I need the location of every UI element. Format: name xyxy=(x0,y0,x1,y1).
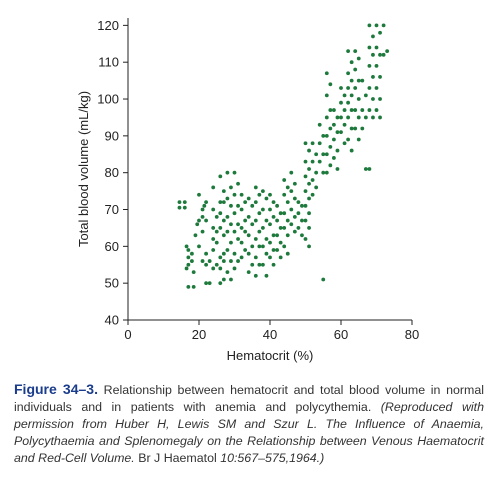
data-point xyxy=(307,197,311,201)
data-point xyxy=(314,152,318,156)
data-point xyxy=(328,145,332,149)
data-point xyxy=(325,71,329,75)
data-point xyxy=(186,248,190,252)
data-point xyxy=(318,123,322,127)
data-point xyxy=(226,270,230,274)
data-point xyxy=(286,233,290,237)
data-point xyxy=(261,189,265,193)
data-point xyxy=(304,160,308,164)
data-point xyxy=(328,127,332,131)
data-point xyxy=(240,241,244,245)
data-point xyxy=(346,138,350,142)
data-point xyxy=(311,193,315,197)
data-point xyxy=(218,267,222,271)
data-point xyxy=(261,244,265,248)
data-point xyxy=(353,68,357,72)
data-point xyxy=(186,255,190,259)
data-point xyxy=(222,252,226,256)
data-point xyxy=(229,241,233,245)
data-point xyxy=(350,108,354,112)
data-point xyxy=(289,189,293,193)
data-point xyxy=(247,233,251,237)
data-point xyxy=(307,211,311,215)
data-point xyxy=(282,193,286,197)
data-point xyxy=(282,178,286,182)
data-point xyxy=(265,237,269,241)
data-point xyxy=(197,193,201,197)
data-point xyxy=(204,263,208,267)
data-point xyxy=(293,182,297,186)
data-point xyxy=(201,215,205,219)
data-point xyxy=(314,186,318,190)
data-point xyxy=(350,127,354,131)
data-point xyxy=(286,186,290,190)
data-point xyxy=(279,211,283,215)
figure-caption xyxy=(14,381,484,467)
data-point xyxy=(272,248,276,252)
data-point xyxy=(254,219,258,223)
data-point xyxy=(368,23,372,27)
data-point xyxy=(350,93,354,97)
data-point xyxy=(275,233,279,237)
data-point xyxy=(311,160,315,164)
data-point xyxy=(272,263,276,267)
data-point xyxy=(257,244,261,248)
data-point xyxy=(353,127,357,131)
y-axis-title: Total blood volume (mL/kg) xyxy=(76,90,91,248)
data-point xyxy=(279,241,283,245)
data-point xyxy=(297,200,301,204)
data-point xyxy=(208,259,212,263)
data-point xyxy=(282,211,286,215)
data-point xyxy=(368,46,372,50)
data-point xyxy=(226,230,230,234)
y-tick-label: 110 xyxy=(98,54,119,70)
plot-area xyxy=(178,23,389,288)
data-point xyxy=(233,267,237,271)
data-point xyxy=(307,149,311,153)
data-point xyxy=(240,193,244,197)
data-point xyxy=(304,204,308,208)
data-point xyxy=(240,226,244,230)
data-point xyxy=(307,244,311,248)
data-point xyxy=(247,215,251,219)
data-point xyxy=(275,248,279,252)
data-point xyxy=(293,197,297,201)
data-point xyxy=(304,237,308,241)
data-point xyxy=(332,138,336,142)
data-point xyxy=(233,193,237,197)
data-point xyxy=(226,197,230,201)
data-point xyxy=(368,108,372,112)
data-point xyxy=(382,53,386,57)
data-point xyxy=(346,86,350,90)
data-point xyxy=(360,79,364,83)
figure-label: Figure 34–3. xyxy=(14,381,98,397)
x-tick-label: 0 xyxy=(124,327,132,342)
data-point xyxy=(339,86,343,90)
data-point xyxy=(226,171,230,175)
data-point xyxy=(346,71,350,75)
data-point xyxy=(192,285,196,289)
data-point xyxy=(353,86,357,90)
y-tick-label: 60 xyxy=(104,238,119,254)
data-point xyxy=(185,267,189,271)
data-point xyxy=(204,281,208,285)
data-point xyxy=(261,226,265,230)
data-point xyxy=(250,263,254,267)
data-point xyxy=(272,200,276,204)
data-point xyxy=(222,259,226,263)
data-point xyxy=(375,64,379,68)
data-point xyxy=(297,226,301,230)
data-point xyxy=(197,219,201,223)
data-point xyxy=(254,274,258,278)
data-point xyxy=(346,101,350,105)
data-point xyxy=(307,167,311,171)
data-point xyxy=(254,186,258,190)
data-point xyxy=(353,108,357,112)
data-point xyxy=(368,64,372,68)
data-point xyxy=(328,82,332,86)
data-point xyxy=(215,263,219,267)
data-point xyxy=(190,252,194,256)
data-point xyxy=(195,222,199,226)
data-point xyxy=(243,248,247,252)
data-point xyxy=(222,189,226,193)
data-point xyxy=(332,156,336,160)
data-point xyxy=(247,197,251,201)
data-point xyxy=(325,93,329,97)
data-point xyxy=(336,149,340,153)
data-point xyxy=(378,116,382,120)
data-point xyxy=(197,244,201,248)
x-tick-label: 80 xyxy=(404,327,420,342)
data-point xyxy=(268,241,272,245)
data-point xyxy=(318,160,322,164)
y-tick-label: 70 xyxy=(104,202,119,218)
data-point xyxy=(304,219,308,223)
data-point xyxy=(257,263,261,267)
data-point xyxy=(364,93,368,97)
data-point xyxy=(236,204,240,208)
data-point xyxy=(289,171,293,175)
y-tick-label: 100 xyxy=(97,91,119,107)
data-point xyxy=(364,167,368,171)
data-point xyxy=(183,200,187,204)
data-point xyxy=(265,197,269,201)
data-point xyxy=(204,200,208,204)
data-point xyxy=(314,171,318,175)
data-point xyxy=(268,222,272,226)
caption-reference: (Reproduced with permission from Huber H, Lewis SM and Szur L. The Influence of Anaemia, Polycythaemia and Splenomegaly on the Relationship between Venous Haematocrit and Red-Cell Volume. xyxy=(14,400,484,465)
data-point xyxy=(350,149,354,153)
data-point xyxy=(304,174,308,178)
data-point xyxy=(339,116,343,120)
data-point xyxy=(328,163,332,167)
data-point xyxy=(375,108,379,112)
data-point xyxy=(375,46,379,50)
data-point xyxy=(236,222,240,226)
data-point xyxy=(325,152,329,156)
caption-reference-volume: 10:567–575,1964.) xyxy=(220,451,325,465)
data-point xyxy=(257,230,261,234)
x-tick-label: 20 xyxy=(191,327,207,342)
data-point xyxy=(222,219,226,223)
data-point xyxy=(300,204,304,208)
data-point xyxy=(178,206,182,210)
data-point xyxy=(257,193,261,197)
data-point xyxy=(185,244,189,248)
data-point xyxy=(343,93,347,97)
data-point xyxy=(343,141,347,145)
data-point xyxy=(286,200,290,204)
data-point xyxy=(218,255,222,259)
data-point xyxy=(350,60,354,64)
data-point xyxy=(357,116,361,120)
data-point xyxy=(307,182,311,186)
data-point xyxy=(202,204,206,208)
data-point xyxy=(286,252,290,256)
data-point xyxy=(194,233,198,237)
data-point xyxy=(300,233,304,237)
data-point xyxy=(222,200,226,204)
data-point xyxy=(201,259,205,263)
data-point xyxy=(204,252,208,256)
data-point xyxy=(275,219,279,223)
data-point xyxy=(378,31,382,35)
data-point xyxy=(332,123,336,127)
data-point xyxy=(250,222,254,226)
data-point xyxy=(375,23,379,27)
data-point xyxy=(321,171,325,175)
data-point xyxy=(261,263,265,267)
data-point xyxy=(236,182,240,186)
x-tick-label: 40 xyxy=(262,327,278,342)
data-point xyxy=(233,252,237,256)
data-point xyxy=(318,141,322,145)
y-tick-label: 90 xyxy=(104,128,119,144)
data-point xyxy=(226,215,230,219)
data-point xyxy=(282,244,286,248)
data-point xyxy=(218,226,222,230)
data-point xyxy=(328,108,332,112)
data-point xyxy=(282,226,286,230)
data-point xyxy=(311,141,315,145)
data-point xyxy=(218,211,222,215)
data-point xyxy=(211,267,215,271)
data-point xyxy=(371,75,375,79)
x-axis-title: Hematocrit (%) xyxy=(226,348,314,363)
data-point xyxy=(247,252,251,256)
data-point xyxy=(229,204,233,208)
data-point xyxy=(218,281,222,285)
data-point xyxy=(215,241,219,245)
data-point xyxy=(243,219,247,223)
data-point xyxy=(218,200,222,204)
data-point xyxy=(201,208,205,212)
data-point xyxy=(371,35,375,39)
data-point xyxy=(346,116,350,120)
data-point xyxy=(229,259,233,263)
data-point xyxy=(368,86,372,90)
data-point xyxy=(375,86,379,90)
data-point xyxy=(293,215,297,219)
data-point xyxy=(261,208,265,212)
data-point xyxy=(236,237,240,241)
data-point xyxy=(378,75,382,79)
data-point xyxy=(192,270,196,274)
data-point xyxy=(346,49,350,53)
data-point xyxy=(357,79,361,83)
data-point xyxy=(211,226,215,230)
data-point xyxy=(350,79,354,83)
data-point xyxy=(321,152,325,156)
data-point xyxy=(229,186,233,190)
data-point xyxy=(229,222,233,226)
data-point xyxy=(357,97,361,101)
data-point xyxy=(304,189,308,193)
data-point xyxy=(293,230,297,234)
data-point xyxy=(289,222,293,226)
data-point xyxy=(265,252,269,256)
data-point xyxy=(307,226,311,230)
y-tick-label: 50 xyxy=(104,275,119,291)
data-point xyxy=(321,134,325,138)
data-point xyxy=(268,193,272,197)
data-point xyxy=(368,167,372,171)
data-point xyxy=(268,255,272,259)
data-point xyxy=(222,233,226,237)
data-point xyxy=(336,167,340,171)
data-point xyxy=(226,248,230,252)
data-point xyxy=(364,116,368,120)
data-point xyxy=(268,208,272,212)
data-point xyxy=(201,230,205,234)
data-point xyxy=(353,49,357,53)
data-point xyxy=(208,281,212,285)
data-point xyxy=(211,248,215,252)
data-point xyxy=(229,278,233,282)
data-point xyxy=(332,108,336,112)
data-point xyxy=(233,211,237,215)
data-point xyxy=(254,255,258,259)
data-point xyxy=(178,200,182,204)
data-point xyxy=(257,211,261,215)
data-point xyxy=(186,285,190,289)
data-point xyxy=(222,278,226,282)
data-point xyxy=(286,219,290,223)
data-point xyxy=(304,141,308,145)
data-point xyxy=(325,171,329,175)
data-point xyxy=(360,108,364,112)
data-point xyxy=(382,23,386,27)
data-point xyxy=(371,97,375,101)
data-point xyxy=(243,200,247,204)
data-point xyxy=(325,134,329,138)
data-point xyxy=(254,200,258,204)
x-tick-label: 60 xyxy=(333,327,349,342)
y-tick-label: 80 xyxy=(104,165,119,181)
data-point xyxy=(247,270,251,274)
data-point xyxy=(357,57,361,61)
data-point xyxy=(300,219,304,223)
data-point xyxy=(233,230,237,234)
data-point xyxy=(275,204,279,208)
data-point xyxy=(215,230,219,234)
data-point xyxy=(357,138,361,142)
data-point xyxy=(240,208,244,212)
data-point xyxy=(371,53,375,57)
data-point xyxy=(378,97,382,101)
data-point xyxy=(385,49,389,53)
caption-journal: Br J Haematol xyxy=(138,451,217,465)
data-point xyxy=(183,206,187,210)
data-point xyxy=(211,208,215,212)
data-point xyxy=(343,123,347,127)
data-point xyxy=(272,215,276,219)
data-point xyxy=(186,263,190,267)
data-point xyxy=(250,244,254,248)
y-tick-label: 40 xyxy=(104,312,119,328)
data-point xyxy=(265,274,269,278)
data-point xyxy=(211,186,215,190)
data-point xyxy=(204,219,208,223)
data-point xyxy=(240,255,244,259)
data-point xyxy=(289,208,293,212)
data-point xyxy=(211,237,215,241)
data-point xyxy=(272,233,276,237)
caption-text: Relationship between hematocrit and total blood volume in normal individuals and in patients with anemia and polycythemia. xyxy=(14,383,485,414)
data-point xyxy=(279,255,283,259)
data-point xyxy=(190,259,194,263)
data-point xyxy=(236,259,240,263)
y-tick-label: 120 xyxy=(97,17,119,33)
data-point xyxy=(265,219,269,223)
data-point xyxy=(336,116,340,120)
data-point xyxy=(339,130,343,134)
data-point xyxy=(250,204,254,208)
data-point xyxy=(297,211,301,215)
data-point xyxy=(360,127,364,131)
data-point xyxy=(233,171,237,175)
data-point xyxy=(321,278,325,282)
data-point xyxy=(343,108,347,112)
data-point xyxy=(218,174,222,178)
data-point xyxy=(254,237,258,241)
data-point xyxy=(215,215,219,219)
data-point xyxy=(339,101,343,105)
data-point xyxy=(325,116,329,120)
data-point xyxy=(243,230,247,234)
data-point xyxy=(279,226,283,230)
data-point xyxy=(378,53,382,57)
data-point xyxy=(311,178,315,182)
data-point xyxy=(371,116,375,120)
data-point xyxy=(336,130,340,134)
